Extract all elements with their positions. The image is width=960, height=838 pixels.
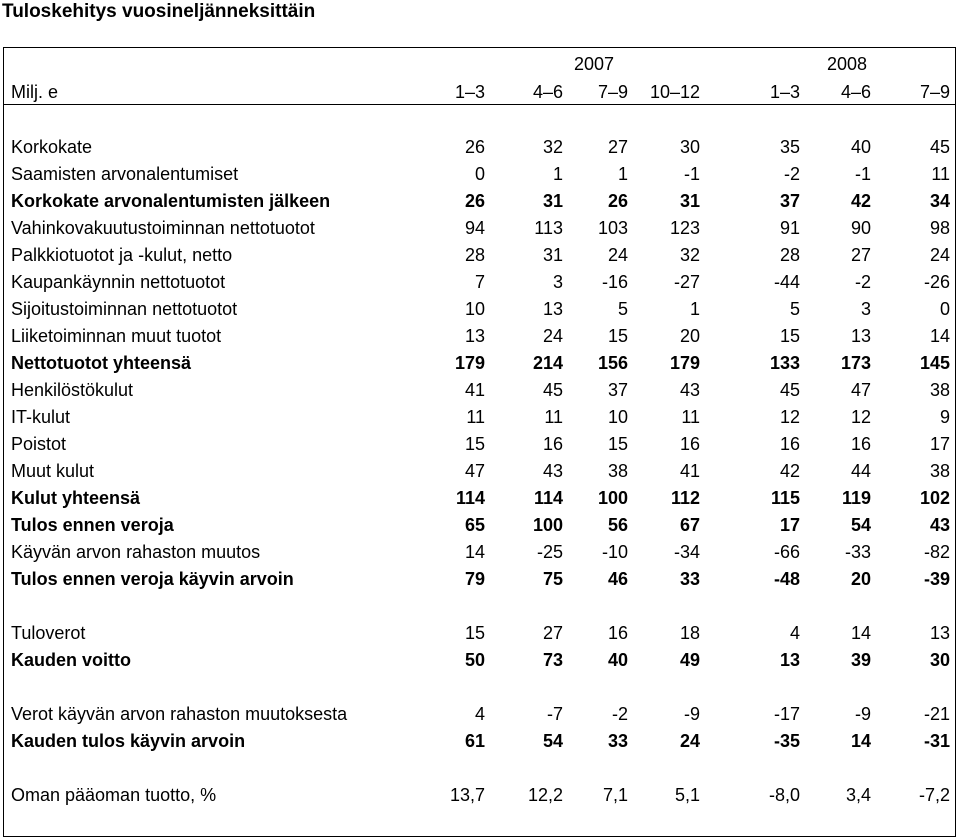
row-label: Poistot [11,434,67,454]
value-cell: 9 [939,407,950,427]
row-label: Kauden tulos käyvin arvoin [11,731,246,751]
row-label: Oman pääoman tuotto, % [11,785,217,805]
value-cell: 15 [464,623,485,643]
period-header: 7–9 [597,82,628,102]
value-cell: 34 [929,191,950,211]
value-cell: 43 [679,380,700,400]
value-cell: -16 [601,272,628,292]
value-cell: 65 [464,515,485,535]
value-cell: -27 [673,272,700,292]
value-cell: -10 [601,542,628,562]
value-cell: 56 [607,515,628,535]
value-cell: 17 [929,434,950,454]
row-label: Verot käyvän arvon rahaston muutoksesta [11,704,348,724]
value-cell: 98 [929,218,950,238]
value-cell: -26 [923,272,950,292]
value-cell: 24 [607,245,628,265]
value-cell: 7,1 [602,785,628,805]
value-cell: -7 [546,704,563,724]
value-cell: 119 [841,488,871,508]
value-cell: 114 [533,488,563,508]
value-cell: 42 [850,191,871,211]
row-label: Kulut yhteensä [11,488,141,508]
table-top-border [3,47,956,48]
value-cell: 37 [779,191,800,211]
period-header: 1–3 [454,82,485,102]
value-cell: -34 [673,542,700,562]
value-cell: 27 [607,137,628,157]
value-cell: 13,7 [449,785,485,805]
value-cell: 103 [597,218,628,238]
value-cell: 133 [769,353,800,373]
value-cell: 94 [464,218,485,238]
value-cell: 61 [464,731,485,751]
value-cell: 33 [679,569,700,589]
value-cell: 54 [850,515,871,535]
value-cell: 15 [607,434,628,454]
row-label: Saamisten arvonalentumiset [11,164,239,184]
row-label: Korkokate arvonalentumisten jälkeen [11,191,331,211]
value-cell: -2 [611,704,628,724]
value-cell: 28 [779,245,800,265]
value-cell: 0 [474,164,485,184]
value-cell: 145 [919,353,950,373]
value-cell: 5,1 [674,785,700,805]
unit-label: Milj. e [11,82,59,102]
value-cell: 112 [670,488,700,508]
value-cell: 16 [542,434,563,454]
row-label: Korkokate [11,137,93,157]
value-cell: 31 [542,191,563,211]
value-cell: 13 [850,326,871,346]
row-label: Käyvän arvon rahaston muutos [11,542,261,562]
year-2008: 2008 [826,54,867,74]
value-cell: 179 [454,353,485,373]
value-cell: 38 [929,380,950,400]
value-cell: -39 [923,569,950,589]
value-cell: 24 [929,245,950,265]
value-cell: 100 [532,515,563,535]
period-header: 10–12 [649,82,700,102]
value-cell: 54 [542,731,563,751]
value-cell: 214 [532,353,563,373]
value-cell: 43 [929,515,950,535]
value-cell: 14 [929,326,950,346]
value-cell: 38 [607,461,628,481]
value-cell: 31 [679,191,700,211]
value-cell: -17 [773,704,800,724]
value-cell: 3,4 [845,785,871,805]
value-cell: -8,0 [768,785,800,805]
value-cell: 13 [464,326,485,346]
value-cell: 45 [542,380,563,400]
value-cell: 35 [779,137,800,157]
value-cell: 115 [770,488,800,508]
value-cell: -33 [844,542,871,562]
value-cell: 156 [597,353,628,373]
value-cell: -31 [923,731,950,751]
value-cell: 27 [850,245,871,265]
value-cell: 16 [779,434,800,454]
value-cell: 102 [919,488,950,508]
value-cell: 15 [464,434,485,454]
value-cell: 113 [534,218,563,238]
row-label: Henkilöstökulut [11,380,134,400]
value-cell: 11 [466,407,485,427]
value-cell: -35 [773,731,800,751]
period-header: 7–9 [919,82,950,102]
value-cell: -48 [773,569,800,589]
value-cell: -21 [923,704,950,724]
value-cell: 1 [689,299,700,319]
value-cell: 32 [542,137,563,157]
value-cell: 5 [789,299,800,319]
value-cell: 18 [679,623,700,643]
value-cell: 1 [552,164,563,184]
value-cell: 73 [542,650,563,670]
value-cell: 123 [669,218,700,238]
value-cell: 47 [850,380,871,400]
value-cell: 17 [779,515,800,535]
row-label: Vahinkovakuutustoiminnan nettotuotot [11,218,315,238]
value-cell: 26 [607,191,628,211]
row-label: Tuloverot [11,623,86,643]
value-cell: 40 [850,137,871,157]
value-cell: 49 [679,650,700,670]
value-cell: 40 [607,650,628,670]
value-cell: 15 [779,326,800,346]
value-cell: 20 [679,326,700,346]
value-cell: -2 [854,272,871,292]
value-cell: 114 [455,488,485,508]
value-cell: 179 [669,353,700,373]
value-cell: 3 [860,299,871,319]
row-label: Tulos ennen veroja käyvin arvoin [11,569,294,589]
value-cell: 45 [779,380,800,400]
value-cell: -1 [683,164,700,184]
value-cell: 13 [779,650,800,670]
value-cell: 42 [779,461,800,481]
value-cell: 38 [929,461,950,481]
value-cell: -2 [783,164,800,184]
page-title: Tuloskehitys vuosineljänneksittäin [2,1,316,22]
row-label: Liiketoiminnan muut tuotot [11,326,222,346]
value-cell: -9 [854,704,871,724]
value-cell: 26 [464,137,485,157]
value-cell: 11 [544,407,563,427]
value-cell: 13 [929,623,950,643]
value-cell: 16 [607,623,628,643]
row-label: Sijoitustoiminnan nettotuotot [11,299,238,319]
value-cell: 91 [779,218,800,238]
value-cell: 79 [464,569,485,589]
value-cell: 1 [617,164,628,184]
value-cell: 47 [464,461,485,481]
value-cell: 41 [464,380,485,400]
value-cell: 33 [607,731,628,751]
value-cell: 30 [679,137,700,157]
period-header: 4–6 [840,82,871,102]
row-label: Palkkiotuotot ja -kulut, netto [11,245,233,265]
value-cell: 90 [850,218,871,238]
value-cell: 15 [607,326,628,346]
year-2007: 2007 [573,54,614,74]
value-cell: 7 [474,272,485,292]
value-cell: 24 [679,731,700,751]
value-cell: -25 [536,542,563,562]
value-cell: -1 [854,164,871,184]
value-cell: 4 [789,623,800,643]
value-cell: 31 [542,245,563,265]
value-cell: 3 [552,272,563,292]
value-cell: -9 [683,704,700,724]
value-cell: 100 [597,488,628,508]
value-cell: -82 [923,542,950,562]
value-cell: 16 [679,434,700,454]
row-label: IT-kulut [11,407,71,427]
period-header: 1–3 [769,82,800,102]
value-cell: 75 [542,569,563,589]
value-cell: 26 [464,191,485,211]
value-cell: 12 [779,407,800,427]
value-cell: 46 [607,569,628,589]
value-cell: 30 [929,650,950,670]
value-cell: 0 [939,299,950,319]
value-cell: 37 [607,380,628,400]
value-cell: 14 [850,623,871,643]
value-cell: 16 [850,434,871,454]
value-cell: 12 [850,407,871,427]
row-label: Kauden voitto [11,650,131,670]
value-cell: 27 [542,623,563,643]
value-cell: 20 [850,569,871,589]
value-cell: 13 [542,299,563,319]
value-cell: 67 [679,515,700,535]
value-cell: 32 [679,245,700,265]
row-label: Nettotuotot yhteensä [11,353,191,373]
row-label: Tulos ennen veroja [11,515,174,535]
value-cell: 12,2 [527,785,563,805]
value-cell: 10 [464,299,485,319]
row-label: Muut kulut [11,461,95,481]
value-cell: -44 [773,272,800,292]
value-cell: 45 [929,137,950,157]
value-cell: -7,2 [918,785,950,805]
value-cell: 14 [464,542,485,562]
row-label: Kaupankäynnin nettotuotot [11,272,226,292]
value-cell: 173 [840,353,871,373]
header-divider [3,104,956,105]
value-cell: 10 [607,407,628,427]
value-cell: 24 [542,326,563,346]
value-cell: 11 [681,407,700,427]
value-cell: 41 [679,461,700,481]
value-cell: 39 [850,650,871,670]
value-cell: 4 [474,704,485,724]
value-cell: 43 [542,461,563,481]
value-cell: 11 [931,164,950,184]
value-cell: 5 [617,299,628,319]
value-cell: -66 [773,542,800,562]
period-header: 4–6 [532,82,563,102]
value-cell: 28 [464,245,485,265]
value-cell: 50 [464,650,485,670]
value-cell: 44 [850,461,871,481]
value-cell: 14 [850,731,871,751]
